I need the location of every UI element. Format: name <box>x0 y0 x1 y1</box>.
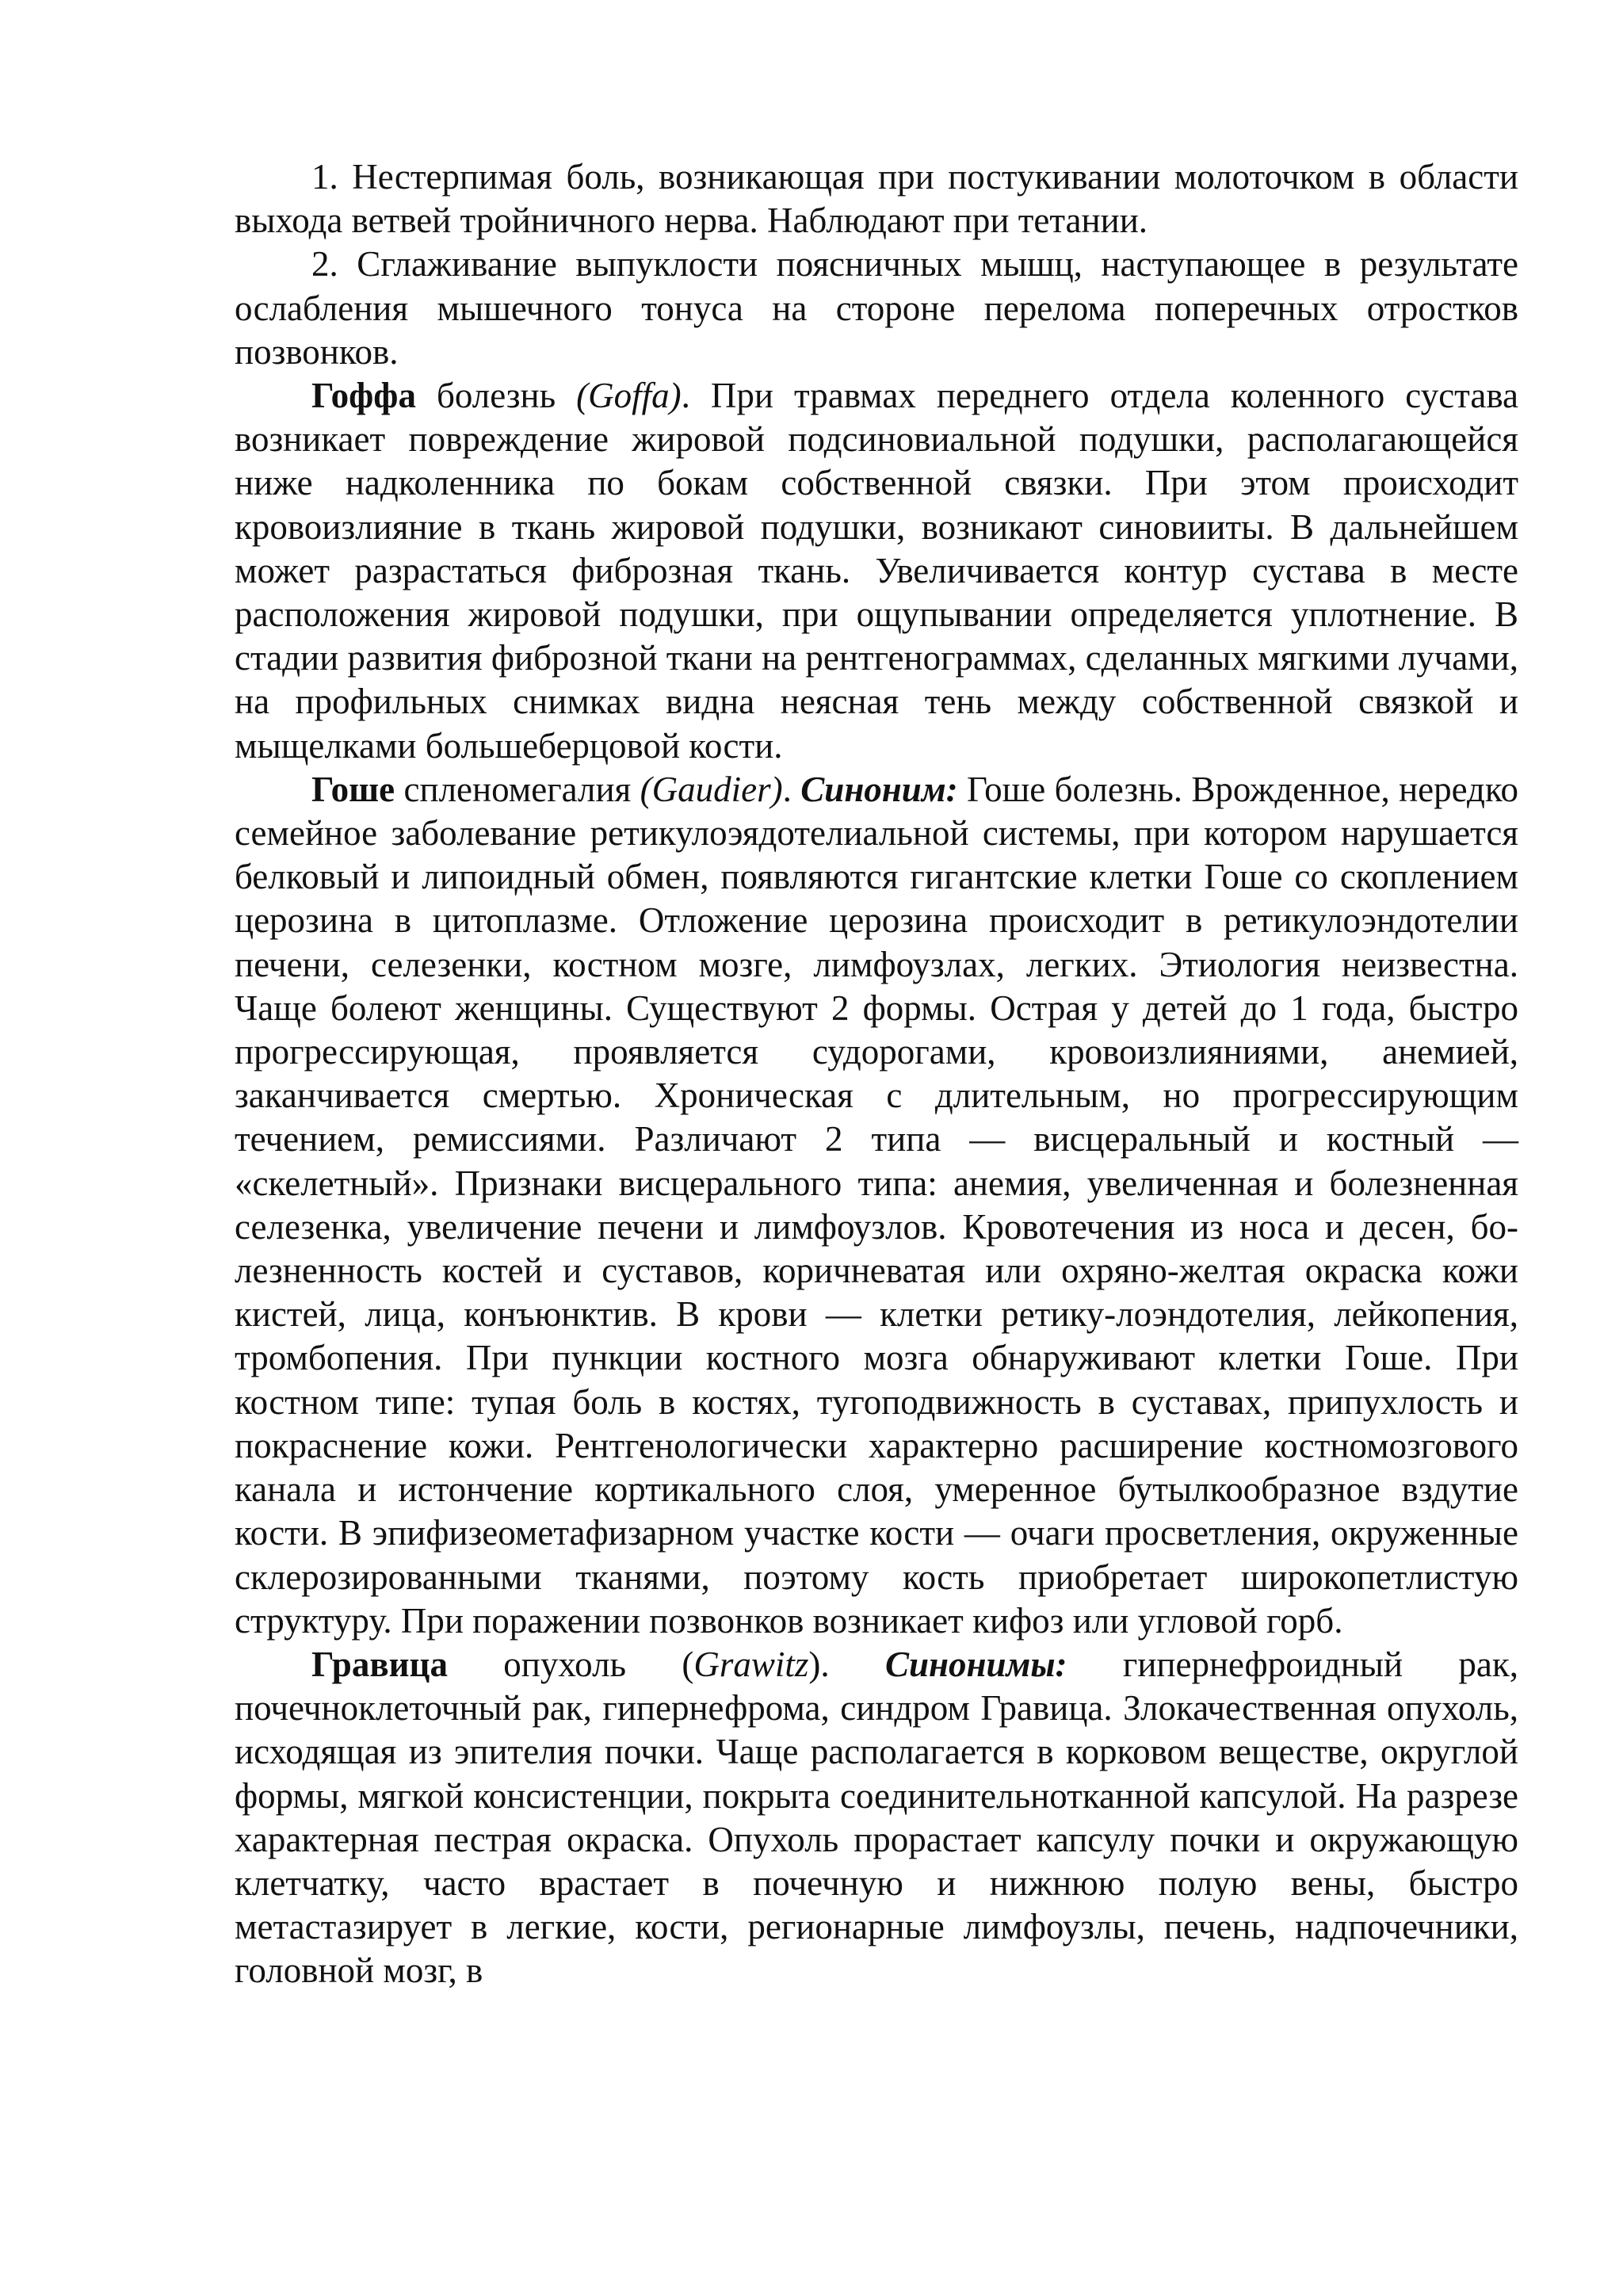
paragraph-text: 1. Нестерпимая боль, возникающая при постукивании молоточком в области выхода ветвей тройничного нерва. Наблюдают при тетании. <box>235 157 1518 241</box>
paragraph-text: 2. Сглаживание выпуклости поясничных мышц, наступающее в результате ослабления мышечного тонуса на стороне перелома поперечных отростков позвонков. <box>235 244 1518 372</box>
entry-text: болезнь <box>415 376 577 416</box>
entry-latin-name: (Goffa) <box>576 376 682 416</box>
synonym-label: Синоним: <box>800 769 958 809</box>
entry-text: спленомегалия <box>395 769 640 809</box>
synonym-label: Синонимы: <box>884 1644 1067 1684</box>
entry-term: Гравица <box>311 1644 448 1684</box>
paragraph-1 <box>235 155 1518 243</box>
document-page <box>235 155 1518 1993</box>
entry-text: гипернефроидный рак, почечноклеточный рак, гипернефрома, синдром Гравица. Злокачественная опухоль, исходящая из эпителия почки. Чаще располагается в корковом веществе, округлой формы, мягкой консистенции, покрыта соединительнотканной капсулой. На разрезе характерная пестрая окраска. Опухоль прорастает капсулу почки и окружающую клетчатку, часто врастает в почечную и нижнюю полую вены, быстро метастазирует в легкие, кости, регионарные лимфоузлы, печень, надпочечники, головной мозг, в <box>235 1644 1518 1991</box>
entry-term: Гоше <box>311 769 395 809</box>
entry-term: Гоффа <box>311 376 416 416</box>
entry-goffa <box>235 374 1518 768</box>
paragraph-2 <box>235 243 1518 374</box>
entry-text: Гоше болезнь. Врожденное, нередко семейное заболевание ретикулоэядотелиальной системы, при котором нарушается белковый и липоидный обмен, появляются гигантские клетки Гоше со скоплением церозина в цитоплазме. Отложение церозина происходит в ретикулоэндотелии печени, селезенки, костном мозге, лимфоузлах, легких. Этиология неизвестна. Чаще болеют женщины. Существуют 2 формы. Острая у детей до 1 года, быстро прогрессирующая, проявляется судорогами, кровоизлияниями, анемией, заканчивается смертью. Хроническая с длительным, но прогрессирующим течением, ремиссиями. Различают 2 типа — висцеральный и костный — «скелетный». Признаки висцерального типа: анемия, увеличенная и болезненная селезенка, увеличение печени и лимфоузлов. Кровотечения из носа и десен, бо-лезненность костей и суставов, коричневатая или охряно-желтая окраска кожи кистей, лица, конъюнктив. В крови — клетки ретику-лоэндотелия, лейкопения, тромбопения. При пункции костного мозга обнаруживают клетки Гоше. При костном типе: тупая боль в костях, тугоподвижность в суставах, припухлость и покраснение кожи. Рентгенологически характерно расширение костномозгового канала и истончение кортикального слоя, умеренное бутылкообразное вздутие кости. В эпифизеометафизарном участке кости — очаги просветления, окруженные склерозированными тканями, поэтому кость приобретает широкопетлистую структуру. При поражении позвонков возникает кифоз или угловой горб. <box>235 769 1519 1641</box>
entry-gravitsa <box>235 1643 1518 1993</box>
entry-text: . При травмах переднего отдела коленного сустава возникает повреждение жировой подсиновиальной подушки, располагающейся ниже надколенника по бокам собственной связки. При этом происходит кровоизлияние в ткань жировой подушки, возникают синовииты. В дальнейшем может разрастаться фиброзная ткань. Увеличивается контур сустава в месте расположения жировой подушки, при ощупывании определяется уплотнение. В стадии развития фиброзной ткани на рентгенограммах, сделанных мягкими лучами, на профильных снимках видна неясная тень между собственной связкой и мыщелками большеберцовой кости. <box>235 376 1518 766</box>
entry-latin-name: Grawitz <box>693 1644 809 1684</box>
entry-text: ). <box>808 1644 885 1684</box>
entry-goshe <box>235 768 1518 1643</box>
entry-latin-name: (Gaudier) <box>640 769 783 809</box>
entry-text: опухоль ( <box>447 1644 694 1684</box>
entry-text: . <box>782 769 801 809</box>
